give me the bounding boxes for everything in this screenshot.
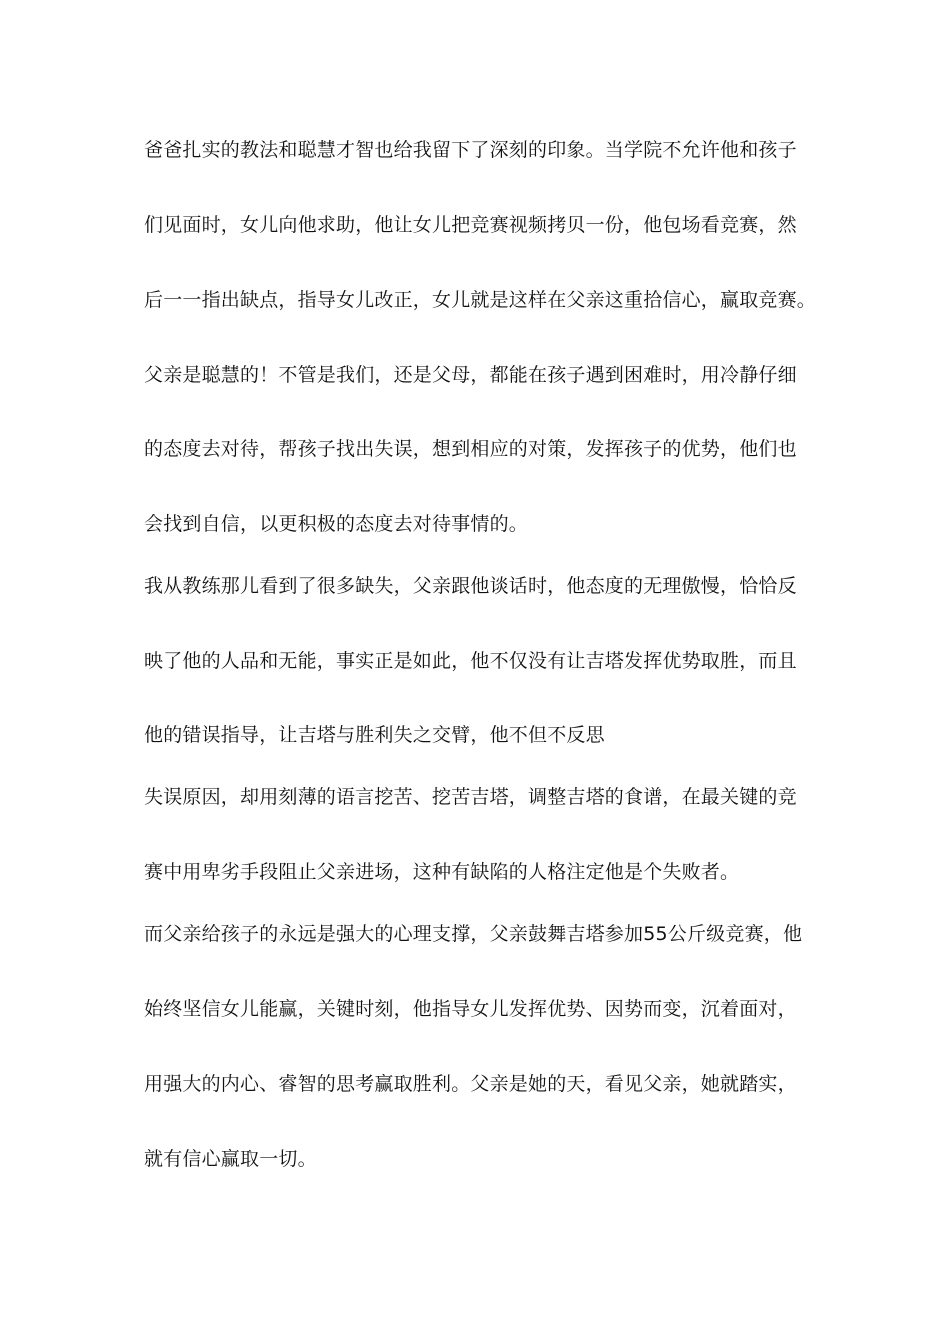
text-line: 们见面时，女儿向他求助，他让女儿把竞赛视频拷贝一份，他包场看竞赛，然 bbox=[144, 214, 797, 236]
text-line: 的态度去对待，帮孩子找出失误，想到相应的对策，发挥孩子的优势，他们也 bbox=[144, 438, 797, 460]
text-line: 赛中用卑劣手段阻止父亲进场，这种有缺陷的人格注定他是个失败者。 bbox=[144, 861, 740, 883]
text-line: 始终坚信女儿能赢，关键时刻，他指导女儿发挥优势、因势而变，沉着面对， bbox=[144, 998, 797, 1020]
text-line: 用强大的内心、睿智的思考赢取胜利。父亲是她的天，看见父亲，她就踏实， bbox=[144, 1073, 797, 1095]
text-line: 会找到自信，以更积极的态度去对待事情的。 bbox=[144, 513, 529, 535]
text-line: 映了他的人品和无能，事实正是如此，他不仅没有让吉塔发挥优势取胜，而且 bbox=[144, 650, 797, 672]
text-line: 就有信心赢取一切。 bbox=[144, 1148, 317, 1170]
text-line: 而父亲给孩子的永远是强大的心理支撑，父亲鼓舞吉塔参加55公斤级竞赛，他 bbox=[144, 923, 803, 945]
text-line: 父亲是聪慧的！不管是我们，还是父母，都能在孩子遇到困难时，用冷静仔细 bbox=[144, 364, 797, 386]
text-line: 我从教练那儿看到了很多缺失，父亲跟他谈话时，他态度的无理傲慢，恰恰反 bbox=[144, 575, 797, 597]
text-line: 他的错误指导，让吉塔与胜利失之交臂，他不但不反思 bbox=[144, 724, 605, 746]
text-line: 爸爸扎实的教法和聪慧才智也给我留下了深刻的印象。当学院不允许他和孩子 bbox=[144, 139, 797, 161]
text-line: 失误原因，却用刻薄的语言挖苦、挖苦吉塔，调整吉塔的食谱，在最关键的竞 bbox=[144, 786, 797, 808]
text-line: 后一一指出缺点，指导女儿改正，女儿就是这样在父亲这重拾信心，赢取竞赛。 bbox=[144, 289, 817, 311]
